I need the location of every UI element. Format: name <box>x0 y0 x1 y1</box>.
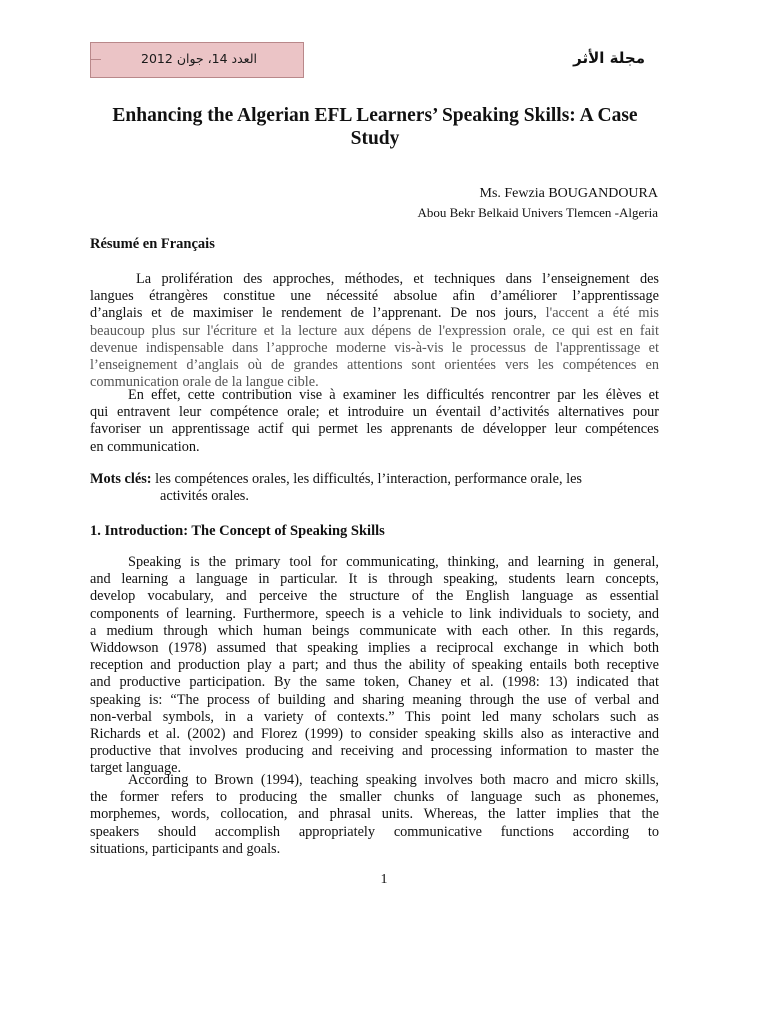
text-line: and productive participation. By the same token, Chaney et al. (1998: 13) indicated that <box>90 674 659 691</box>
intro-paragraph-1 <box>90 554 659 777</box>
text-line: communication orale de la langue cible. <box>90 374 319 391</box>
keywords <box>90 471 660 505</box>
text-line: productive that involves producing and receiving and processing information to master the <box>90 743 659 760</box>
keywords-first-line <box>90 471 582 487</box>
title-line: Study <box>350 128 400 149</box>
text-line: Widdowson (1978) assumed that speaking implies a reciprocal exchange in which both <box>90 639 659 656</box>
journal-name: مجلة الأثر <box>573 49 645 67</box>
text-line: En effet, cette contribution vise à examiner les difficultés rencontrer par les élèves et <box>128 387 659 403</box>
text-line: beaucoup plus sur l'écriture et la lecture aux dépens de l'expression orale, ce qui est en fait <box>90 322 659 339</box>
keywords-label: Mots clés: <box>90 471 152 487</box>
page-number: 1 <box>380 872 388 887</box>
text-segment: d’anglais et de maximiser le rendement de l’apprenant. De nos jours, <box>90 305 546 322</box>
title-line: Enhancing the Algerian EFL Learners’ Speaking Skills: A Case <box>112 105 638 126</box>
text-line: reception and production play a part; and thus the ability of speaking entails both receptive <box>90 657 659 674</box>
text-line: the former refers to producing the smaller chunks of language such as phonemes, <box>90 789 659 806</box>
text-line: target language. <box>90 760 182 777</box>
text-line: l’enseignement d’anglais où de grandes attentions sont orientées vers les compétences en <box>90 356 659 373</box>
journal-header <box>90 42 665 78</box>
text-line: devenue indispensable dans l’approche moderne vis-à-vis le processus de l'apprentissage et <box>90 339 659 356</box>
text-line: Speaking is the primary tool for communicating, thinking, and learning in general, <box>128 554 659 570</box>
article-title <box>90 104 660 150</box>
text-line: speaking is: “The process of building and sharing meaning through the use of verbal and <box>90 691 659 708</box>
author-name: Ms. Fewzia BOUGANDOURA <box>479 186 658 201</box>
author-affiliation: Abou Bekr Belkaid Univers Tlemcen -Algeria <box>417 205 658 220</box>
text-line: non-verbal symbols, in a variety of contexts.” This point led many scholars such as <box>90 708 659 725</box>
banner-rule <box>91 59 101 60</box>
text-line <box>90 305 659 322</box>
intro-heading: 1. Introduction: The Concept of Speaking Skills <box>90 523 385 539</box>
text-line: a medium through which human beings communicate with each other. In this regards, <box>90 622 659 639</box>
text-line: components of learning. Furthermore, speech is a vehicle to link individuals to society, and <box>90 605 659 622</box>
keywords-text: les compétences orales, les difficultés, l’interaction, performance orale, les <box>151 471 582 487</box>
text-line: qui entravent leur compétence orale; et introduire un éventail d’activités alternatives pour <box>90 404 659 421</box>
text-line: morphemes, words, collocation, and phrasal units. Whereas, the latter implies that the <box>90 806 659 823</box>
text-line: and learning a language in particular. It is through speaking, students learn concepts, <box>90 571 659 588</box>
intro-paragraph-2 <box>90 772 659 858</box>
text-line: situations, participants and goals. <box>90 840 281 857</box>
text-segment-grey: l'accent a été mis <box>545 305 659 322</box>
resume-paragraph-2 <box>90 387 659 456</box>
keywords-continuation: activités orales. <box>160 488 249 505</box>
resume-heading: Résumé en Français <box>90 236 215 252</box>
text-line: According to Brown (1994), teaching speaking involves both macro and micro skills, <box>128 772 659 788</box>
text-line: favoriser un apprentissage actif qui permet les apprenants de développer leur compétences <box>90 421 659 438</box>
text-line: La prolifération des approches, méthodes, et techniques dans l’enseignement des <box>136 271 659 287</box>
text-line: en communication. <box>90 438 200 455</box>
text-line: speakers should accomplish appropriately communicative functions according to <box>90 823 659 840</box>
resume-paragraph-1 <box>90 271 659 391</box>
text-line: Richards et al. (2002) and Florez (1999) to consider speaking skills also as interactive and <box>90 725 659 742</box>
text-line: develop vocabulary, and perceive the structure of the English language as essential <box>90 588 659 605</box>
issue-label: العدد 14، جوان 2012 <box>141 51 257 66</box>
issue-banner <box>90 42 304 78</box>
text-line: langues étrangères constitue une nécessité absolue afin d’améliorer l’apprentissage <box>90 288 659 305</box>
